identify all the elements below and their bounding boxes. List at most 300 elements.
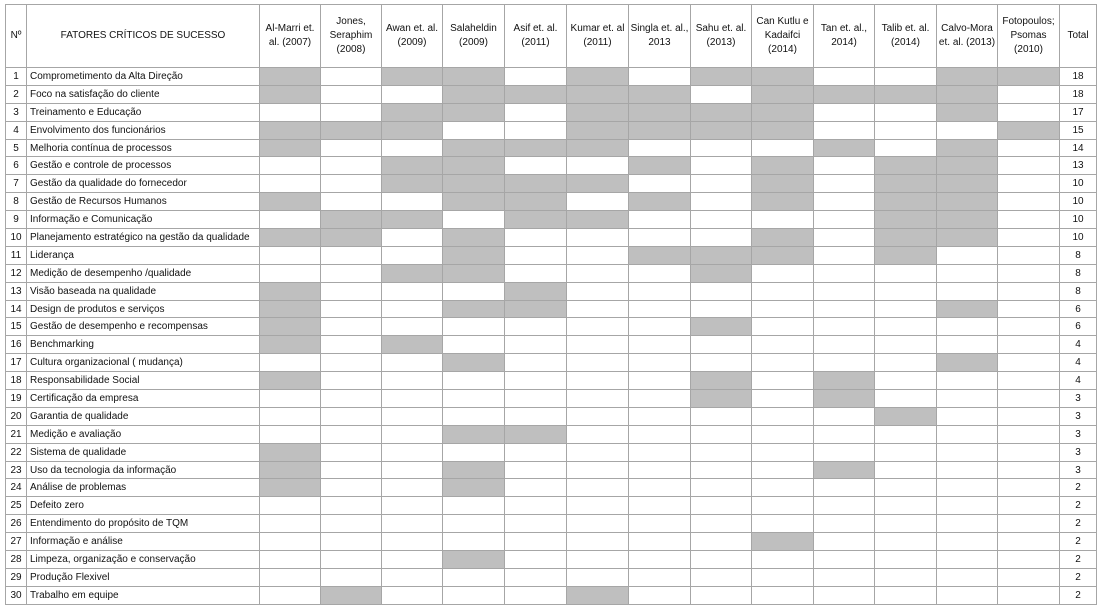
row-total: 2 bbox=[1060, 551, 1097, 569]
marked-cell bbox=[382, 175, 443, 193]
empty-cell bbox=[691, 300, 752, 318]
empty-cell bbox=[937, 568, 998, 586]
row-total: 2 bbox=[1060, 479, 1097, 497]
marked-cell bbox=[937, 229, 998, 247]
row-total: 3 bbox=[1060, 461, 1097, 479]
row-total: 14 bbox=[1060, 139, 1097, 157]
empty-cell bbox=[752, 300, 814, 318]
empty-cell bbox=[443, 568, 505, 586]
empty-cell bbox=[505, 103, 567, 121]
row-total: 6 bbox=[1060, 318, 1097, 336]
row-number: 19 bbox=[6, 390, 27, 408]
empty-cell bbox=[260, 264, 321, 282]
marked-cell bbox=[937, 139, 998, 157]
empty-cell bbox=[998, 157, 1060, 175]
marked-cell bbox=[752, 103, 814, 121]
empty-cell bbox=[937, 443, 998, 461]
empty-cell bbox=[382, 407, 443, 425]
empty-cell bbox=[752, 443, 814, 461]
empty-cell bbox=[998, 390, 1060, 408]
header-row bbox=[6, 5, 1097, 68]
empty-cell bbox=[505, 372, 567, 390]
empty-cell bbox=[691, 139, 752, 157]
marked-cell bbox=[505, 211, 567, 229]
empty-cell bbox=[691, 551, 752, 569]
factor-name: Uso da tecnologia da informação bbox=[27, 461, 260, 479]
empty-cell bbox=[260, 157, 321, 175]
table-row bbox=[6, 193, 1097, 211]
marked-cell bbox=[629, 103, 691, 121]
factor-name: Produção Flexivel bbox=[27, 568, 260, 586]
empty-cell bbox=[260, 407, 321, 425]
empty-cell bbox=[505, 264, 567, 282]
factor-name: Gestão e controle de processos bbox=[27, 157, 260, 175]
empty-cell bbox=[629, 568, 691, 586]
marked-cell bbox=[567, 175, 629, 193]
marked-cell bbox=[443, 193, 505, 211]
empty-cell bbox=[382, 533, 443, 551]
empty-cell bbox=[998, 515, 1060, 533]
empty-cell bbox=[937, 246, 998, 264]
header-author: Talib et. al. (2014) bbox=[875, 5, 937, 68]
empty-cell bbox=[505, 568, 567, 586]
empty-cell bbox=[814, 282, 875, 300]
row-total: 2 bbox=[1060, 568, 1097, 586]
table-row bbox=[6, 282, 1097, 300]
marked-cell bbox=[260, 121, 321, 139]
row-number: 5 bbox=[6, 139, 27, 157]
factor-name: Responsabilidade Social bbox=[27, 372, 260, 390]
table-row bbox=[6, 211, 1097, 229]
empty-cell bbox=[937, 497, 998, 515]
marked-cell bbox=[321, 586, 382, 604]
marked-cell bbox=[691, 68, 752, 86]
header-author: Fotopoulos; Psomas (2010) bbox=[998, 5, 1060, 68]
marked-cell bbox=[937, 85, 998, 103]
empty-cell bbox=[321, 425, 382, 443]
row-number: 10 bbox=[6, 229, 27, 247]
row-total: 10 bbox=[1060, 229, 1097, 247]
row-total: 4 bbox=[1060, 354, 1097, 372]
marked-cell bbox=[752, 533, 814, 551]
empty-cell bbox=[567, 568, 629, 586]
empty-cell bbox=[814, 479, 875, 497]
empty-cell bbox=[937, 318, 998, 336]
empty-cell bbox=[260, 586, 321, 604]
empty-cell bbox=[629, 139, 691, 157]
marked-cell bbox=[443, 264, 505, 282]
empty-cell bbox=[937, 586, 998, 604]
empty-cell bbox=[629, 407, 691, 425]
empty-cell bbox=[691, 479, 752, 497]
empty-cell bbox=[937, 390, 998, 408]
empty-cell bbox=[629, 175, 691, 193]
factor-name: Defeito zero bbox=[27, 497, 260, 515]
empty-cell bbox=[505, 515, 567, 533]
empty-cell bbox=[629, 390, 691, 408]
marked-cell bbox=[260, 479, 321, 497]
empty-cell bbox=[382, 515, 443, 533]
empty-cell bbox=[998, 407, 1060, 425]
empty-cell bbox=[505, 157, 567, 175]
marked-cell bbox=[443, 139, 505, 157]
empty-cell bbox=[321, 407, 382, 425]
marked-cell bbox=[875, 193, 937, 211]
marked-cell bbox=[382, 121, 443, 139]
empty-cell bbox=[443, 121, 505, 139]
empty-cell bbox=[567, 515, 629, 533]
empty-cell bbox=[382, 461, 443, 479]
empty-cell bbox=[691, 336, 752, 354]
empty-cell bbox=[937, 551, 998, 569]
row-number: 23 bbox=[6, 461, 27, 479]
marked-cell bbox=[382, 103, 443, 121]
header-total: Total bbox=[1060, 5, 1097, 68]
empty-cell bbox=[814, 103, 875, 121]
empty-cell bbox=[505, 407, 567, 425]
empty-cell bbox=[321, 157, 382, 175]
empty-cell bbox=[937, 121, 998, 139]
empty-cell bbox=[752, 282, 814, 300]
empty-cell bbox=[875, 282, 937, 300]
table-row bbox=[6, 246, 1097, 264]
factor-name: Envolvimento dos funcionários bbox=[27, 121, 260, 139]
empty-cell bbox=[629, 264, 691, 282]
empty-cell bbox=[691, 443, 752, 461]
empty-cell bbox=[691, 568, 752, 586]
marked-cell bbox=[567, 85, 629, 103]
factor-name: Foco na satisfação do cliente bbox=[27, 85, 260, 103]
empty-cell bbox=[505, 461, 567, 479]
factor-name: Comprometimento da Alta Direção bbox=[27, 68, 260, 86]
marked-cell bbox=[505, 425, 567, 443]
empty-cell bbox=[814, 407, 875, 425]
empty-cell bbox=[505, 586, 567, 604]
table-row bbox=[6, 551, 1097, 569]
marked-cell bbox=[814, 372, 875, 390]
row-total: 18 bbox=[1060, 85, 1097, 103]
empty-cell bbox=[382, 139, 443, 157]
empty-cell bbox=[567, 372, 629, 390]
empty-cell bbox=[691, 461, 752, 479]
table-body bbox=[6, 68, 1097, 605]
empty-cell bbox=[998, 336, 1060, 354]
empty-cell bbox=[814, 175, 875, 193]
empty-cell bbox=[443, 318, 505, 336]
empty-cell bbox=[629, 497, 691, 515]
empty-cell bbox=[814, 246, 875, 264]
table-row bbox=[6, 354, 1097, 372]
marked-cell bbox=[382, 157, 443, 175]
empty-cell bbox=[505, 390, 567, 408]
marked-cell bbox=[691, 390, 752, 408]
empty-cell bbox=[629, 354, 691, 372]
empty-cell bbox=[321, 515, 382, 533]
empty-cell bbox=[814, 264, 875, 282]
factor-name: Cultura organizacional ( mudança) bbox=[27, 354, 260, 372]
empty-cell bbox=[567, 336, 629, 354]
row-number: 15 bbox=[6, 318, 27, 336]
empty-cell bbox=[382, 479, 443, 497]
factor-name: Informação e Comunicação bbox=[27, 211, 260, 229]
empty-cell bbox=[998, 586, 1060, 604]
empty-cell bbox=[875, 497, 937, 515]
row-number: 22 bbox=[6, 443, 27, 461]
factor-name: Entendimento do propósito de TQM bbox=[27, 515, 260, 533]
row-total: 6 bbox=[1060, 300, 1097, 318]
empty-cell bbox=[321, 372, 382, 390]
marked-cell bbox=[260, 193, 321, 211]
factor-name: Informação e análise bbox=[27, 533, 260, 551]
row-number: 20 bbox=[6, 407, 27, 425]
factor-name: Gestão de Recursos Humanos bbox=[27, 193, 260, 211]
marked-cell bbox=[443, 461, 505, 479]
marked-cell bbox=[629, 193, 691, 211]
table-row bbox=[6, 175, 1097, 193]
row-number: 21 bbox=[6, 425, 27, 443]
table-row bbox=[6, 586, 1097, 604]
empty-cell bbox=[629, 551, 691, 569]
empty-cell bbox=[691, 515, 752, 533]
marked-cell bbox=[998, 68, 1060, 86]
marked-cell bbox=[443, 229, 505, 247]
empty-cell bbox=[752, 407, 814, 425]
empty-cell bbox=[691, 175, 752, 193]
empty-cell bbox=[443, 443, 505, 461]
empty-cell bbox=[443, 336, 505, 354]
marked-cell bbox=[691, 318, 752, 336]
empty-cell bbox=[814, 533, 875, 551]
marked-cell bbox=[937, 103, 998, 121]
empty-cell bbox=[629, 515, 691, 533]
empty-cell bbox=[814, 568, 875, 586]
empty-cell bbox=[814, 336, 875, 354]
empty-cell bbox=[567, 407, 629, 425]
empty-cell bbox=[629, 533, 691, 551]
empty-cell bbox=[382, 282, 443, 300]
empty-cell bbox=[321, 300, 382, 318]
factor-name: Sistema de qualidade bbox=[27, 443, 260, 461]
empty-cell bbox=[629, 425, 691, 443]
empty-cell bbox=[260, 246, 321, 264]
empty-cell bbox=[321, 68, 382, 86]
empty-cell bbox=[875, 443, 937, 461]
empty-cell bbox=[691, 407, 752, 425]
row-number: 18 bbox=[6, 372, 27, 390]
row-total: 4 bbox=[1060, 372, 1097, 390]
empty-cell bbox=[567, 551, 629, 569]
marked-cell bbox=[443, 68, 505, 86]
marked-cell bbox=[505, 282, 567, 300]
empty-cell bbox=[691, 425, 752, 443]
empty-cell bbox=[321, 282, 382, 300]
empty-cell bbox=[629, 300, 691, 318]
empty-cell bbox=[382, 443, 443, 461]
empty-cell bbox=[752, 568, 814, 586]
empty-cell bbox=[505, 318, 567, 336]
empty-cell bbox=[998, 354, 1060, 372]
empty-cell bbox=[567, 497, 629, 515]
empty-cell bbox=[752, 211, 814, 229]
empty-cell bbox=[875, 568, 937, 586]
empty-cell bbox=[321, 497, 382, 515]
empty-cell bbox=[567, 318, 629, 336]
header-author: Can Kutlu e Kadaifci (2014) bbox=[752, 5, 814, 68]
empty-cell bbox=[937, 372, 998, 390]
row-total: 2 bbox=[1060, 586, 1097, 604]
marked-cell bbox=[629, 157, 691, 175]
marked-cell bbox=[260, 229, 321, 247]
empty-cell bbox=[567, 300, 629, 318]
empty-cell bbox=[814, 443, 875, 461]
marked-cell bbox=[875, 407, 937, 425]
marked-cell bbox=[382, 68, 443, 86]
table-row bbox=[6, 318, 1097, 336]
empty-cell bbox=[998, 461, 1060, 479]
empty-cell bbox=[752, 336, 814, 354]
marked-cell bbox=[505, 175, 567, 193]
row-number: 17 bbox=[6, 354, 27, 372]
row-number: 1 bbox=[6, 68, 27, 86]
marked-cell bbox=[875, 246, 937, 264]
empty-cell bbox=[567, 390, 629, 408]
empty-cell bbox=[382, 246, 443, 264]
table-row bbox=[6, 443, 1097, 461]
table-row bbox=[6, 300, 1097, 318]
empty-cell bbox=[998, 139, 1060, 157]
empty-cell bbox=[875, 300, 937, 318]
empty-cell bbox=[752, 479, 814, 497]
empty-cell bbox=[567, 533, 629, 551]
empty-cell bbox=[998, 443, 1060, 461]
row-number: 28 bbox=[6, 551, 27, 569]
empty-cell bbox=[443, 586, 505, 604]
marked-cell bbox=[629, 246, 691, 264]
table-row bbox=[6, 515, 1097, 533]
marked-cell bbox=[382, 336, 443, 354]
marked-cell bbox=[260, 461, 321, 479]
empty-cell bbox=[752, 497, 814, 515]
marked-cell bbox=[752, 121, 814, 139]
empty-cell bbox=[321, 175, 382, 193]
empty-cell bbox=[260, 515, 321, 533]
empty-cell bbox=[382, 193, 443, 211]
row-total: 2 bbox=[1060, 497, 1097, 515]
empty-cell bbox=[937, 461, 998, 479]
marked-cell bbox=[752, 246, 814, 264]
empty-cell bbox=[814, 121, 875, 139]
empty-cell bbox=[505, 533, 567, 551]
empty-cell bbox=[814, 229, 875, 247]
empty-cell bbox=[998, 246, 1060, 264]
table-row bbox=[6, 121, 1097, 139]
marked-cell bbox=[260, 443, 321, 461]
empty-cell bbox=[629, 372, 691, 390]
marked-cell bbox=[443, 157, 505, 175]
empty-cell bbox=[937, 282, 998, 300]
factor-name: Medição e avaliação bbox=[27, 425, 260, 443]
empty-cell bbox=[321, 354, 382, 372]
row-number: 12 bbox=[6, 264, 27, 282]
row-total: 8 bbox=[1060, 282, 1097, 300]
empty-cell bbox=[505, 479, 567, 497]
empty-cell bbox=[321, 264, 382, 282]
empty-cell bbox=[998, 479, 1060, 497]
empty-cell bbox=[382, 318, 443, 336]
empty-cell bbox=[443, 372, 505, 390]
empty-cell bbox=[875, 354, 937, 372]
marked-cell bbox=[260, 318, 321, 336]
marked-cell bbox=[567, 103, 629, 121]
marked-cell bbox=[443, 300, 505, 318]
marked-cell bbox=[814, 139, 875, 157]
row-number: 6 bbox=[6, 157, 27, 175]
empty-cell bbox=[998, 85, 1060, 103]
marked-cell bbox=[382, 211, 443, 229]
empty-cell bbox=[567, 461, 629, 479]
table-row bbox=[6, 157, 1097, 175]
marked-cell bbox=[875, 175, 937, 193]
table-row bbox=[6, 533, 1097, 551]
factor-name: Visão baseada na qualidade bbox=[27, 282, 260, 300]
row-number: 29 bbox=[6, 568, 27, 586]
empty-cell bbox=[875, 68, 937, 86]
marked-cell bbox=[937, 68, 998, 86]
empty-cell bbox=[814, 497, 875, 515]
marked-cell bbox=[382, 264, 443, 282]
empty-cell bbox=[998, 193, 1060, 211]
table-row bbox=[6, 264, 1097, 282]
empty-cell bbox=[875, 461, 937, 479]
factor-name: Medição de desempenho /qualidade bbox=[27, 264, 260, 282]
empty-cell bbox=[814, 300, 875, 318]
row-total: 3 bbox=[1060, 390, 1097, 408]
factor-name: Gestão da qualidade do fornecedor bbox=[27, 175, 260, 193]
empty-cell bbox=[321, 318, 382, 336]
empty-cell bbox=[752, 139, 814, 157]
empty-cell bbox=[443, 497, 505, 515]
empty-cell bbox=[321, 479, 382, 497]
marked-cell bbox=[752, 157, 814, 175]
factor-name: Garantia de qualidade bbox=[27, 407, 260, 425]
marked-cell bbox=[321, 121, 382, 139]
marked-cell bbox=[691, 103, 752, 121]
empty-cell bbox=[382, 354, 443, 372]
empty-cell bbox=[567, 264, 629, 282]
marked-cell bbox=[752, 229, 814, 247]
empty-cell bbox=[998, 425, 1060, 443]
empty-cell bbox=[382, 372, 443, 390]
row-number: 3 bbox=[6, 103, 27, 121]
table-row bbox=[6, 568, 1097, 586]
empty-cell bbox=[321, 193, 382, 211]
marked-cell bbox=[260, 372, 321, 390]
row-total: 18 bbox=[1060, 68, 1097, 86]
marked-cell bbox=[567, 586, 629, 604]
row-total: 3 bbox=[1060, 443, 1097, 461]
empty-cell bbox=[321, 336, 382, 354]
empty-cell bbox=[505, 68, 567, 86]
empty-cell bbox=[629, 586, 691, 604]
marked-cell bbox=[443, 85, 505, 103]
row-total: 13 bbox=[1060, 157, 1097, 175]
row-total: 8 bbox=[1060, 246, 1097, 264]
table-row bbox=[6, 425, 1097, 443]
empty-cell bbox=[691, 211, 752, 229]
marked-cell bbox=[691, 372, 752, 390]
marked-cell bbox=[443, 354, 505, 372]
empty-cell bbox=[752, 425, 814, 443]
